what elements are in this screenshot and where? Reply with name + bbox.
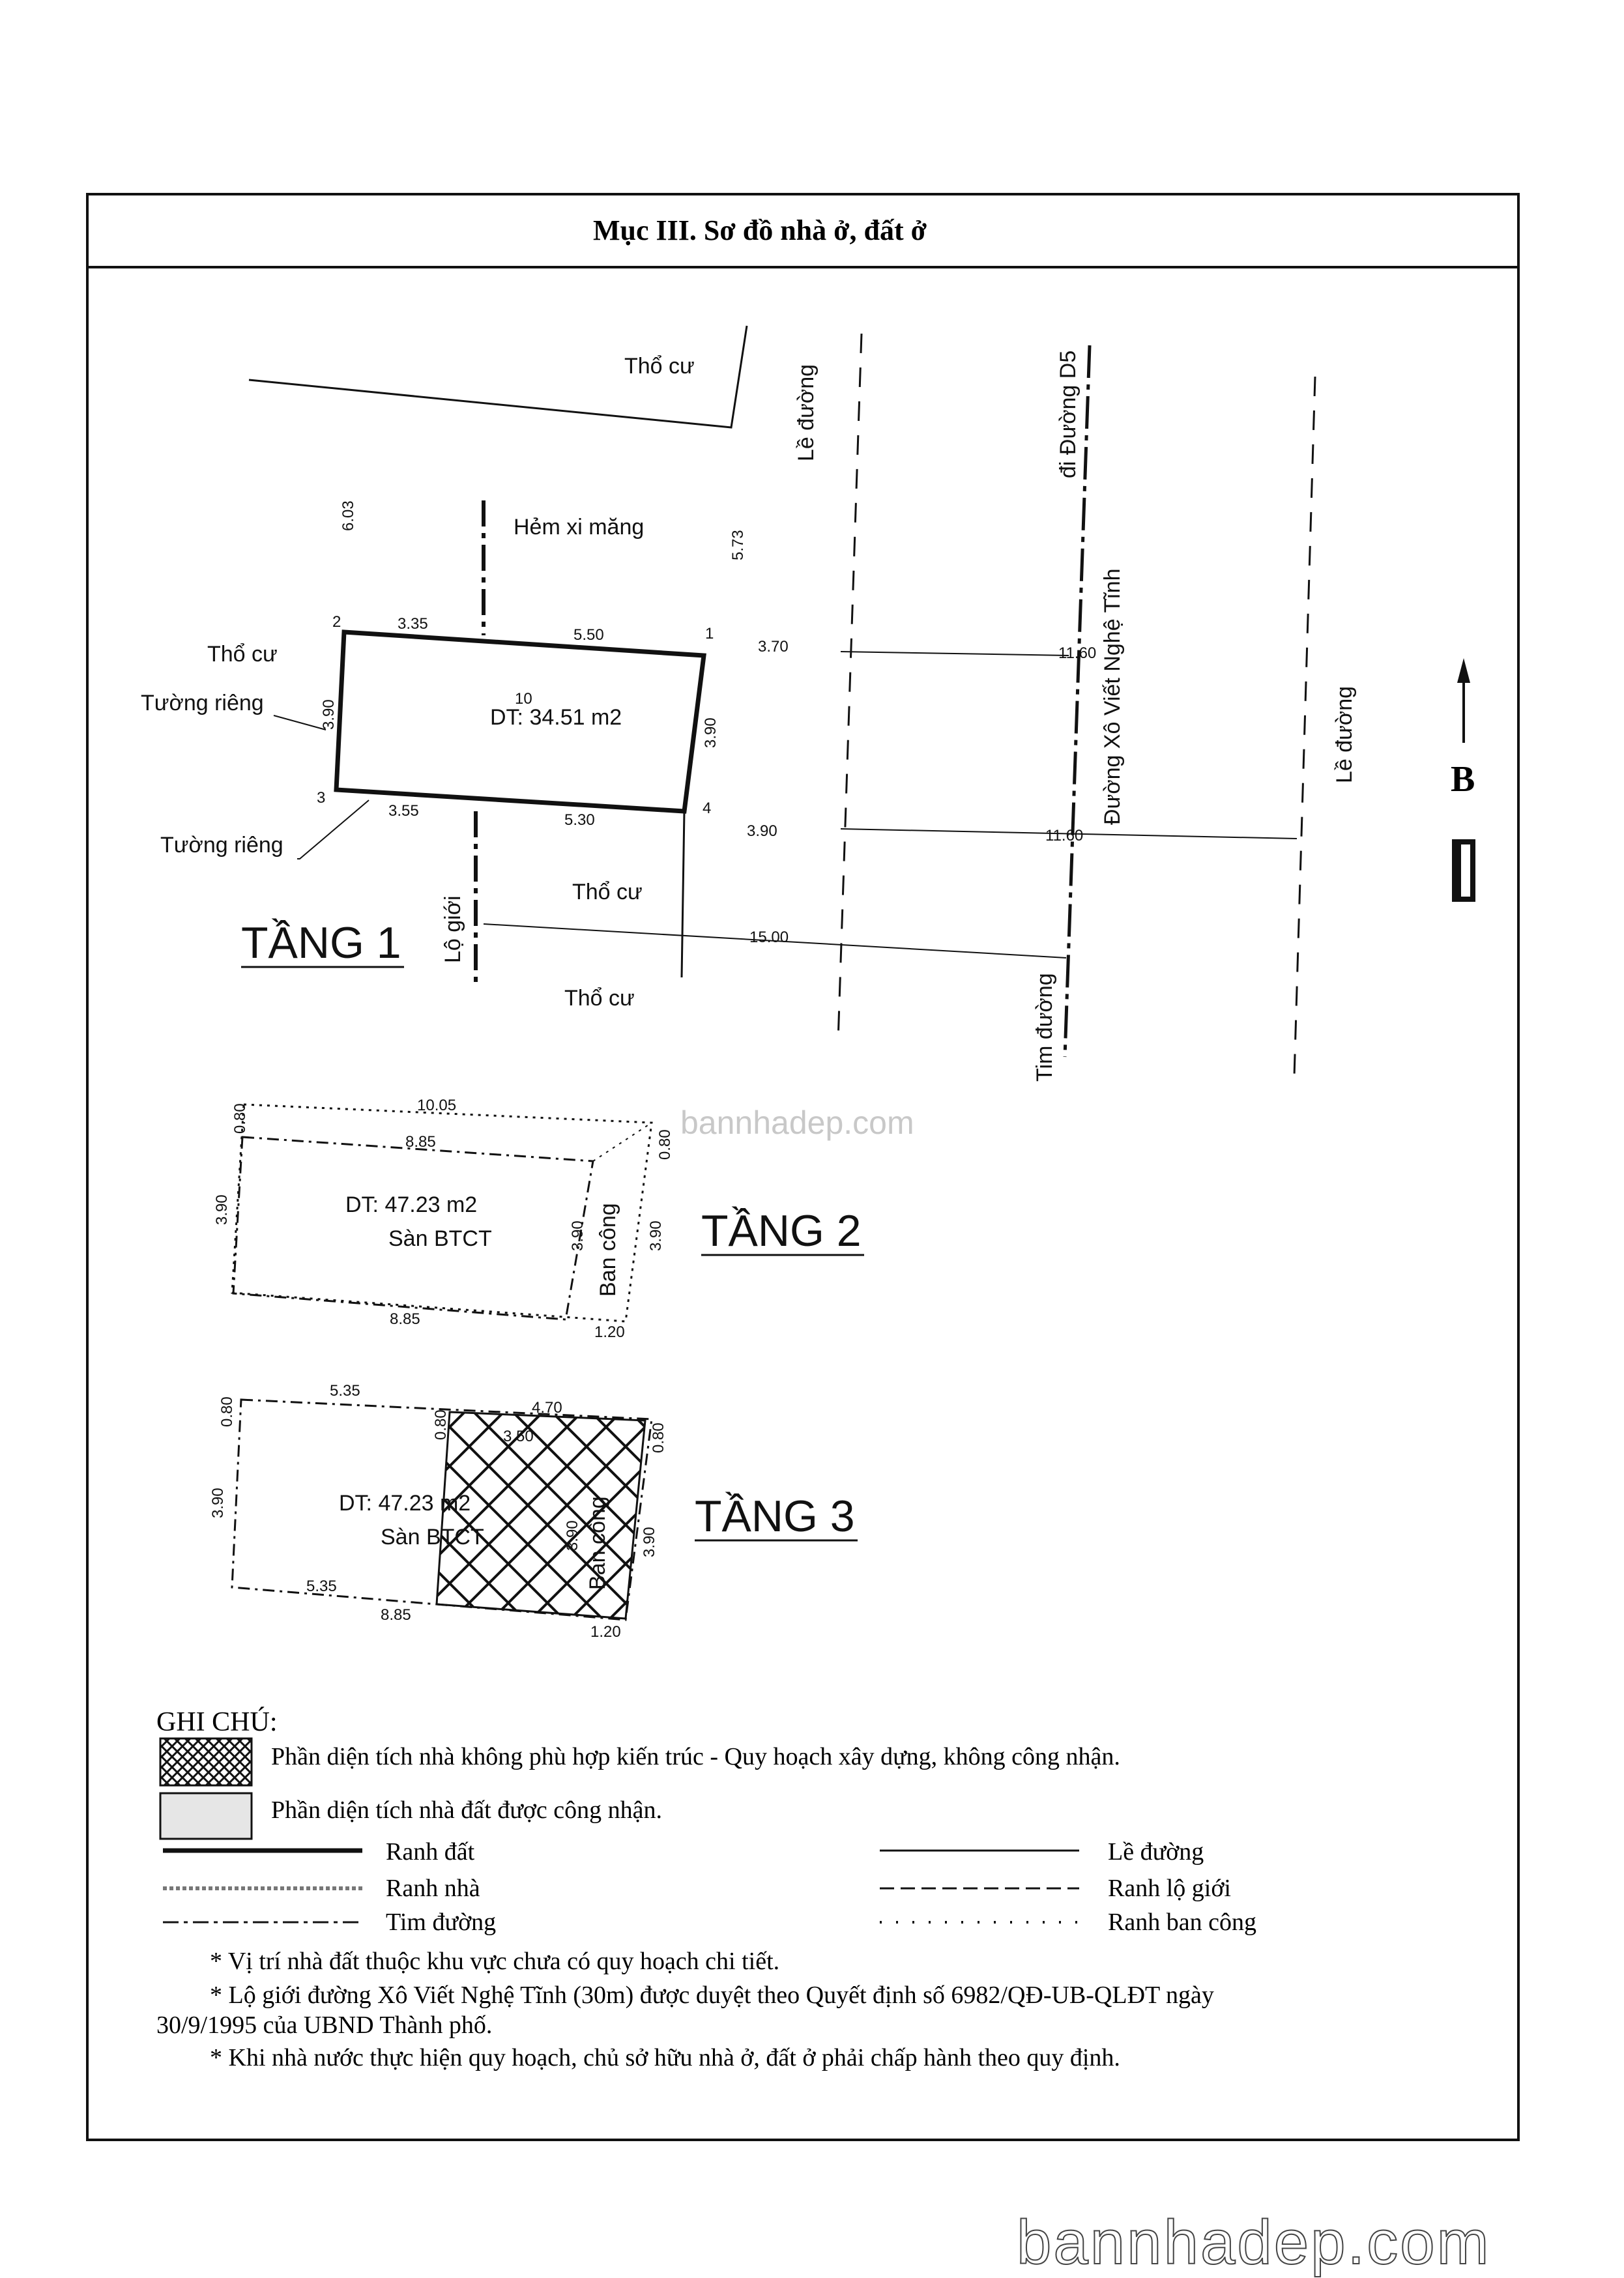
note-1: * Vị trí nhà đất thuộc khu vực chưa có quy hoạch chi tiết. [210,1948,780,1975]
dim-3-70: 3.70 [758,638,789,656]
dim-3-90-street: 3.90 [747,822,777,840]
label-tang-1: TẦNG 1 [241,918,401,968]
f3-dim-5-35-top: 5.35 [330,1382,360,1400]
f2-dim-0-80-left: 0.80 [231,1103,249,1134]
dim-11-60-bottom: 11.60 [1045,827,1084,844]
notes [156,1948,1214,2071]
f3-slab: Sàn BTCT [381,1525,484,1550]
label-tho-cu-bottom-1: Thổ cư [572,880,643,904]
leader-tuong-rieng-2 [297,800,369,859]
f3-dim-8-85: 8.85 [381,1606,411,1624]
label-tuong-rieng-2: Tường riêng [160,833,283,858]
f3-dim-1-20: 1.20 [590,1623,621,1641]
page-frame [87,194,1518,2140]
legend-heading: GHI CHÚ: [156,1707,278,1737]
f3-dim-0-80-mid: 0.80 [432,1409,450,1440]
label-tang-2: TẦNG 2 [701,1206,862,1256]
watermark-top: bannhadep.com [680,1104,914,1141]
f3-dim-3-50: 3.50 [503,1428,534,1445]
f2-slab: Sàn BTCT [388,1226,492,1251]
legend-ranh-lo-gioi: Ranh lộ giới [1108,1875,1231,1902]
legend-plain-swatch [160,1793,252,1839]
corner-3: 3 [317,789,326,807]
dim-3-90-left: 3.90 [320,699,338,730]
label-le-duong-left: Lề đường [794,364,819,461]
north-letter: B [1451,759,1475,800]
f2-dim-3-90-left: 3.90 [213,1194,231,1225]
label-tho-cu-bottom-2: Thổ cư [564,986,635,1011]
legend-tim-duong: Tim đường [386,1909,497,1936]
north-arrow [1451,658,1475,902]
corner-4: 4 [703,800,712,817]
f2-dim-0-80-right: 0.80 [656,1129,674,1160]
f2-dim-1-20: 1.20 [594,1323,625,1341]
note-3: * Khi nhà nước thực hiện quy hoạch, chủ sở hữu nhà ở, đất ở phải chấp hành theo quy định. [210,2044,1120,2071]
label-tang-3: TẦNG 3 [695,1492,855,1541]
neighbour-boundary-bottom [682,811,684,977]
f3-dim-4-70: 4.70 [532,1399,562,1417]
f2-balcony: Ban công [596,1203,620,1297]
dim-15-00: 15.00 [749,929,789,946]
dim-5-50: 5.50 [573,626,604,644]
legend-hatched-text: Phần diện tích nhà không phù hợp kiến trúc - Quy hoạch xây dựng, không công nhận. [271,1743,1120,1770]
f3-dim-5-35-bottom: 5.35 [306,1578,337,1595]
label-tho-cu-left: Thổ cư [207,642,278,667]
leader-tuong-rieng-1 [274,715,326,730]
f3-dim-0-80-right: 0.80 [650,1422,667,1453]
legend-ranh-dat: Ranh đất [386,1838,475,1866]
plot-number: 10 [515,690,532,708]
f3-dim-3-90-mid: 3.90 [564,1520,581,1551]
floor-3-plan [209,1382,858,1641]
label-tim-duong: Tim đường [1032,973,1057,1082]
label-street-name: Đường Xô Viết Nghệ Tĩnh [1100,568,1125,825]
label-hem-xi-mang: Hẻm xi măng [514,515,645,540]
corner-1: 1 [705,625,714,642]
f3-dim-0-80-left: 0.80 [218,1396,236,1427]
plot-area: DT: 34.51 m2 [490,705,622,730]
lo-gioi-boundary-right [1294,377,1315,1076]
f2-area: DT: 47.23 m2 [345,1192,478,1217]
label-tuong-rieng-1: Tường riêng [141,691,264,715]
lo-gioi-boundary-left [838,334,862,1041]
legend [156,1707,1256,1936]
label-tho-cu-top: Thổ cư [624,354,695,379]
label-le-duong-right: Lề đường [1332,685,1357,783]
f2-dim-10-05: 10.05 [417,1097,457,1114]
f2-dim-8-85-bottom: 8.85 [390,1310,420,1328]
dim-5-30: 5.30 [564,811,595,829]
f2-dim-3-90-right: 3.90 [647,1220,665,1251]
legend-ranh-ban-cong: Ranh ban công [1108,1909,1256,1936]
f2-dim-8-85-top: 8.85 [405,1133,436,1151]
dim-6-03: 6.03 [340,500,357,531]
dimension-line-11-60-top [841,652,1069,656]
legend-hatched-swatch [160,1738,252,1785]
label-di-duong-d5: đi Đường D5 [1056,350,1080,478]
dim-3-35: 3.35 [398,615,428,633]
f3-dim-3-90-right: 3.90 [641,1527,658,1557]
f3-balcony: Ban công [585,1496,610,1590]
f3-dim-3-90-left: 3.90 [209,1488,227,1518]
f2-dim-3-90-mid: 3.90 [569,1220,587,1251]
watermark-bottom: bannhadep.com [1017,2208,1491,2277]
legend-ranh-nha: Ranh nhà [386,1875,480,1902]
dim-3-90-right: 3.90 [702,717,719,748]
note-2: * Lộ giới đường Xô Viết Nghệ Tĩnh (30m) được duyệt theo Quyết định số 6982/QĐ-UB-QLĐT ngày [210,1982,1214,2009]
f3-area: DT: 47.23 m2 [339,1491,471,1516]
label-lo-gioi: Lộ giới [441,895,465,963]
dim-11-60-top: 11.60 [1058,644,1097,662]
legend-le-duong: Lề đường [1108,1838,1204,1866]
section-title: Mục III. Sơ đồ nhà ở, đất ở [593,214,927,246]
legend-plain-text: Phần diện tích nhà đất được công nhận. [271,1796,662,1824]
corner-2: 2 [332,613,341,631]
note-2-cont: 30/9/1995 của UBND Thành phố. [156,2011,493,2039]
dim-5-73: 5.73 [729,530,747,560]
dim-3-55: 3.55 [388,802,419,820]
site-plan [141,326,1357,1082]
